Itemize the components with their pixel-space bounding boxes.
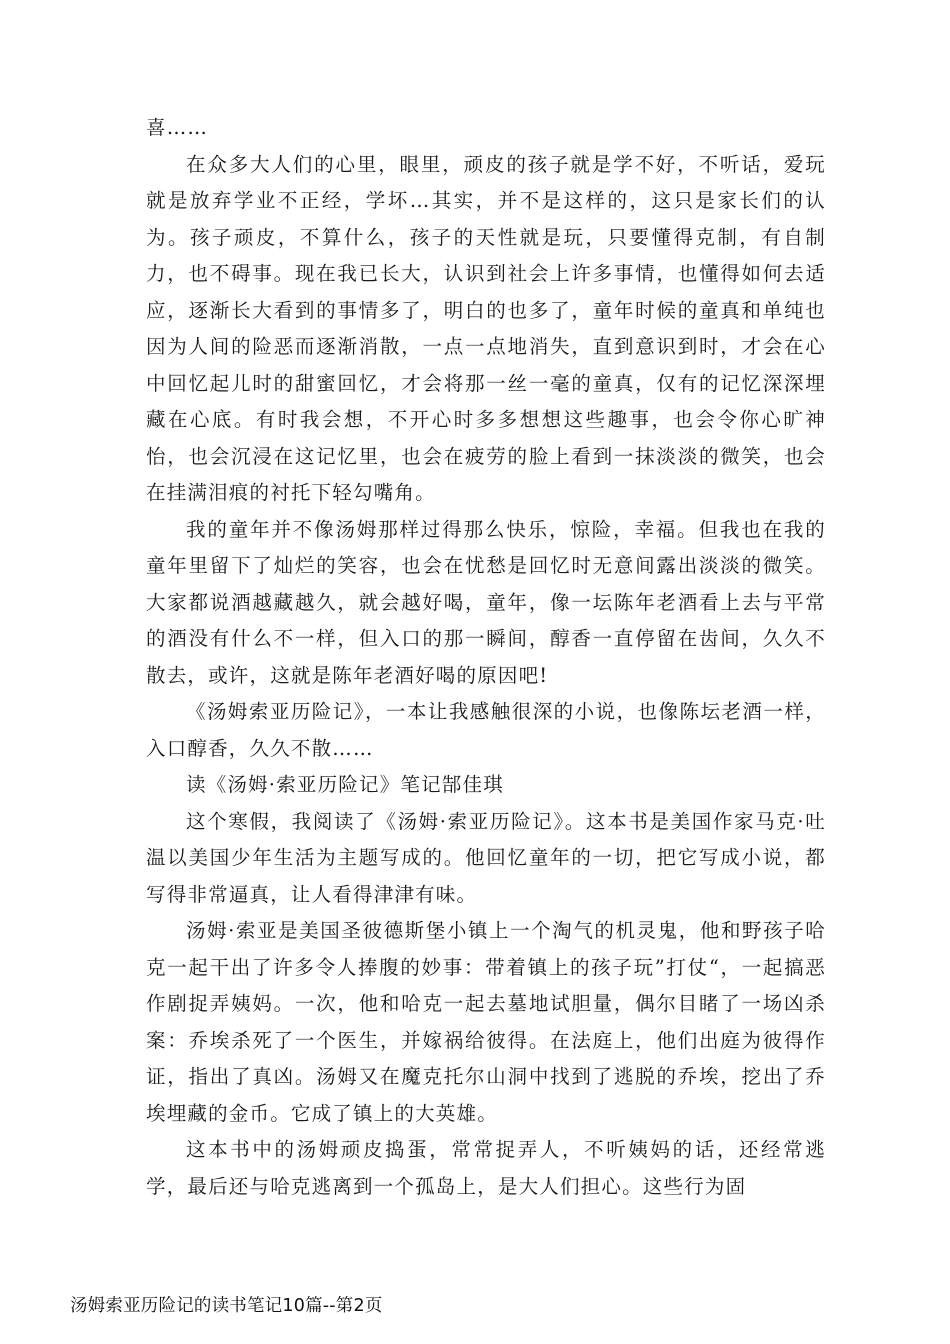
paragraph: 在众多大人们的心里，眼里，顽皮的孩子就是学不好，不听话，爱玩就是放弃学业不正经，学坏…其实，并不是这样的，这只是家长们的认为。孩子顽皮，不算什么，孩子的天性就是玩，只要懂得克制，有自制力，也不碍事。现在我已长大，认识到社会上许多事情，也懂得如何去适应，逐渐长大看到的事情多了，明白的也多了，童年时候的童真和单纯也因为人间的险恶而逐渐消散，一点一点地消失，直到意识到时，才会在心中回忆起儿时的甜蜜回忆，才会将那一丝一毫的童真，仅有的记忆深深埋藏在心底。有时我会想，不开心时多多想想这些趣事，也会令你心旷神怡，也会沉浸在这记忆里，也会在疲劳的脸上看到一抹淡淡的微笑，也会在挂满泪痕的衬托下轻勾嘴角。 [146, 152, 826, 504]
paragraph: 这个寒假，我阅读了《汤姆·索亚历险记》。这本书是美国作家马克·吐温以美国少年生活为主题写成的。他回忆童年的一切，把它写成小说，都写得非常逼真，让人看得津津有味。 [146, 809, 826, 906]
paragraph: 喜…… [146, 116, 209, 139]
paragraph: 这本书中的汤姆顽皮捣蛋，常常捉弄人，不听姨妈的话，还经常逃学，最后还与哈克逃离到一个孤岛上，是大人们担心。这些行为固 [146, 1138, 826, 1198]
body-text [146, 110, 826, 1205]
paragraph: 我的童年并不像汤姆那样过得那么快乐，惊险，幸福。但我也在我的童年里留下了灿烂的笑容，也会在忧愁是回忆时无意间露出淡淡的微笑。大家都说酒越藏越久，就会越好喝，童年，像一坛陈年老酒看上去与平常的酒没有什么不一样，但入口的那一瞬间，醇香一直停留在齿间，久久不散去，或许，这就是陈年老酒好喝的原因吧! [146, 517, 826, 687]
page-footer: 汤姆索亚历险记的读书笔记10篇--第2页 [70, 1296, 383, 1316]
section-heading: 读《汤姆·索亚历险记》笔记郜佳琪 [186, 773, 504, 796]
paragraph: 汤姆·索亚是美国圣彼德斯堡小镇上一个淘气的机灵鬼，他和野孩子哈克一起干出了许多令人捧腹的妙事：带着镇上的孩子玩”打仗“，一起搞恶作剧捉弄姨妈。一次，他和哈克一起去墓地试胆量，偶尔目睹了一场凶杀案：乔埃杀死了一个医生，并嫁祸给彼得。在法庭上，他们出庭为彼得作证，指出了真凶。汤姆又在魔克托尔山洞中找到了逃脱的乔埃，挖出了乔埃埋藏的金币。它成了镇上的大英雄。 [146, 919, 826, 1125]
paragraph: 《汤姆索亚历险记》，一本让我感触很深的小说，也像陈坛老酒一样，入口醇香，久久不散…… [146, 700, 826, 760]
